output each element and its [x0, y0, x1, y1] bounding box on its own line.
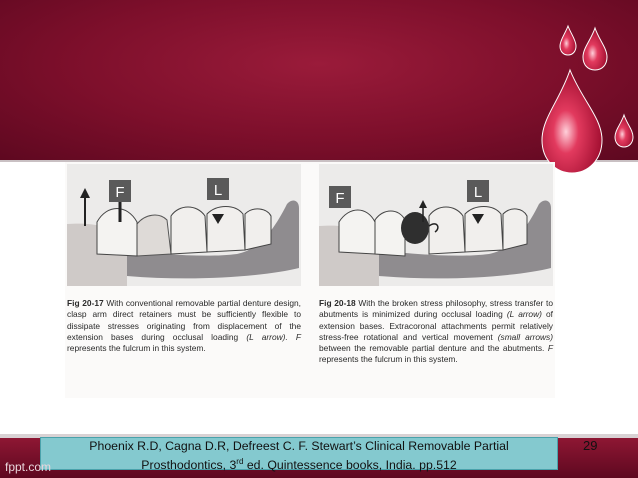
citation-line-1: Phoenix R.D, Cagna D.R, Defreest C. F. Stewart’s Clinical Removable Partial [89, 439, 509, 453]
blood-drop-icon [615, 115, 633, 147]
caption-italic: F [547, 343, 553, 354]
figure-panel-right [317, 162, 557, 398]
denture-diagram-left [67, 164, 301, 286]
blood-drop-icon [542, 70, 602, 173]
caption-label: Fig 20-18 [319, 298, 356, 308]
caption-italic: (L arrow). F [246, 331, 302, 342]
denture-diagram-right [319, 164, 553, 286]
citation-superscript: rd [236, 457, 244, 466]
citation-line-2 [41, 454, 557, 473]
figure-caption-right [319, 298, 553, 366]
fulcrum-marker: F [115, 184, 125, 201]
citation-box [40, 437, 558, 473]
load-marker: L [213, 182, 223, 199]
fulcrum-marker: F [335, 190, 345, 207]
load-marker: L [473, 184, 483, 201]
figure-panel-left [65, 162, 305, 398]
citation-text: ed. Quintessence books, India. pp.512 [243, 458, 457, 473]
blood-drop-icon [583, 28, 607, 70]
decorative-drops [520, 0, 638, 175]
textbook-figure [65, 162, 555, 398]
blood-drop-icon [560, 26, 576, 55]
figure-caption-left [67, 298, 301, 354]
caption-text: With the broken stress philosophy, stress transfer to abutments is minimized during occlusal loading [319, 298, 553, 320]
citation-text: Prosthodontics, 3 [141, 458, 237, 473]
caption-text: between the removable partial denture and the abutments. [319, 343, 545, 354]
caption-italic: (small arrows) [497, 331, 554, 342]
caption-label: Fig 20-17 [67, 298, 104, 308]
caption-text: represents the fulcrum in this system. [67, 343, 206, 354]
caption-text: With conventional removable partial denture design, clasp arm direct retainers must be sufficiently flexible to dissipate stresses originating from displacement of the extension bases during occlusal loading [67, 298, 301, 342]
page-number: 29 [583, 438, 598, 453]
caption-italic: (L arrow) [506, 309, 542, 320]
caption-text: of extension bases. Extracoronal attachments permit relatively stress-free rotational and vertical movement [319, 309, 554, 342]
brand-logo-text: fppt.com [5, 460, 52, 474]
caption-text: represents the fulcrum in this system. [319, 354, 458, 365]
